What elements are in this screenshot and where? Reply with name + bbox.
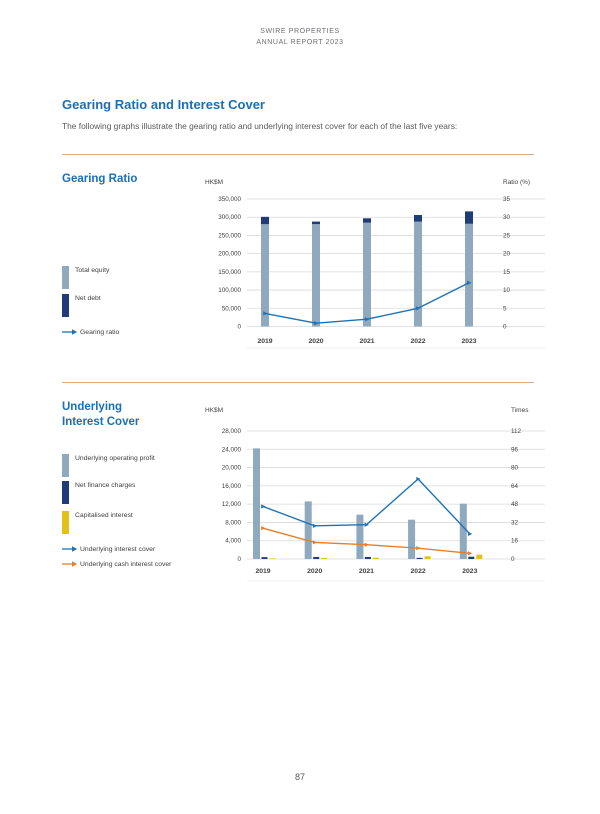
bar-net-finance-charges xyxy=(365,557,371,559)
left-axis-tick-label: 0 xyxy=(237,323,241,331)
underlying-interest-cover-chart xyxy=(195,400,545,592)
left-axis-tick-label: 8,000 xyxy=(225,519,241,527)
bar-capitalised-interest xyxy=(373,558,379,559)
legend-item-net-debt xyxy=(62,294,185,317)
section-divider xyxy=(62,382,534,383)
left-axis-tick-label: 16,000 xyxy=(221,482,241,490)
right-axis-tick-label: 10 xyxy=(503,287,511,295)
bar-net-finance-charges xyxy=(262,557,268,559)
right-axis-tick-label: 15 xyxy=(503,268,511,276)
right-axis-tick-label: 32 xyxy=(511,519,519,527)
net-debt-swatch-icon xyxy=(62,294,69,317)
page-number: 87 xyxy=(294,772,305,782)
chart2-title: Underlying Interest Cover xyxy=(62,401,140,428)
right-axis-unit-label: Ratio (%) xyxy=(503,179,531,186)
page-title: Gearing Ratio and Interest Cover xyxy=(62,97,265,112)
right-axis-tick-label: 25 xyxy=(503,232,511,240)
bar-underlying-operating-profit xyxy=(305,501,312,559)
marker-underlying-interest-cover xyxy=(468,532,472,536)
legend-item-total-equity xyxy=(62,266,185,289)
line-arrow-icon xyxy=(62,560,78,568)
legend-label: Underlying operating profit xyxy=(75,455,155,462)
bar-capitalised-interest xyxy=(425,556,431,559)
right-axis-tick-label: 80 xyxy=(511,464,519,472)
legend-item-underlying-operating-profit xyxy=(62,454,185,477)
bar-net-debt xyxy=(261,217,269,224)
legend-label: Net debt xyxy=(75,295,101,302)
category-label: 2022 xyxy=(410,568,426,575)
left-axis-tick-label: 28,000 xyxy=(221,428,241,435)
category-label: 2021 xyxy=(358,568,374,575)
left-axis-unit-label: HK$M xyxy=(205,179,224,186)
report-header-line2: ANNUAL REPORT 2023 xyxy=(256,39,344,46)
right-axis-unit-label: Times xyxy=(511,407,529,414)
bar-net-debt xyxy=(414,215,422,222)
report-header xyxy=(0,26,600,48)
right-axis-tick-label: 20 xyxy=(503,250,511,258)
left-axis-tick-label: 300,000 xyxy=(218,214,241,222)
left-axis-tick-label: 20,000 xyxy=(221,464,241,472)
bar-underlying-operating-profit xyxy=(356,515,363,559)
category-label: 2022 xyxy=(410,338,426,345)
capitalised-interest-swatch-icon xyxy=(62,511,69,534)
right-axis-tick-label: 30 xyxy=(503,214,511,222)
legend-label: Gearing ratio xyxy=(80,328,120,336)
legend-label: Total equity xyxy=(75,267,110,274)
bar-net-debt xyxy=(312,222,320,225)
left-axis-tick-label: 250,000 xyxy=(218,232,241,240)
legend-item-capitalised-interest xyxy=(62,511,185,534)
category-label: 2020 xyxy=(308,338,324,345)
bar-total-equity xyxy=(261,224,269,326)
right-axis-tick-label: 48 xyxy=(511,501,519,509)
report-header-line1: SWIRE PROPERTIES xyxy=(260,28,340,35)
right-axis-tick-label: 96 xyxy=(511,446,519,454)
legend-item-underlying-interest-cover xyxy=(62,545,210,553)
right-axis-tick-label: 5 xyxy=(503,305,507,313)
marker-underlying-interest-cover xyxy=(261,504,265,508)
left-axis-tick-label: 12,000 xyxy=(221,501,241,509)
bar-net-debt xyxy=(465,211,473,223)
left-axis-tick-label: 200,000 xyxy=(218,250,241,258)
category-label: 2019 xyxy=(255,568,271,575)
category-label: 2020 xyxy=(307,568,323,575)
bar-net-debt xyxy=(363,218,371,222)
left-axis-tick-label: 350,000 xyxy=(218,196,241,203)
left-axis-tick-label: 24,000 xyxy=(221,446,241,454)
bar-net-finance-charges xyxy=(313,557,319,559)
legend-label: Underlying interest cover xyxy=(80,545,156,553)
left-axis-tick-label: 150,000 xyxy=(218,268,241,276)
bar-capitalised-interest xyxy=(321,558,327,559)
chart1-title: Gearing Ratio xyxy=(62,173,138,185)
left-axis-tick-label: 4,000 xyxy=(225,537,241,545)
operating-profit-swatch-icon xyxy=(62,454,69,477)
line-arrow-icon xyxy=(62,545,78,553)
marker-underlying-interest-cover xyxy=(313,524,317,528)
category-label: 2021 xyxy=(359,338,375,345)
gearing-ratio-chart xyxy=(195,172,545,352)
legend-label: Underlying cash interest cover xyxy=(80,560,172,568)
left-axis-unit-label: HK$M xyxy=(205,407,224,414)
right-axis-tick-label: 0 xyxy=(511,556,515,563)
marker-underlying-cash-interest-cover xyxy=(261,526,265,530)
bar-total-equity xyxy=(465,224,473,327)
category-label: 2023 xyxy=(462,568,478,575)
left-axis-tick-label: 0 xyxy=(237,556,241,563)
marker-underlying-cash-interest-cover xyxy=(365,543,369,547)
category-label: 2019 xyxy=(257,338,273,345)
bar-total-equity xyxy=(363,223,371,327)
legend-label: Capitalised interest xyxy=(75,512,133,519)
left-axis-tick-label: 100,000 xyxy=(218,287,241,295)
legend-item-gearing-ratio xyxy=(62,328,190,336)
intro-text: The following graphs illustrate the gearing ratio and underlying interest cover for each of the last five years: xyxy=(62,121,458,131)
marker-underlying-cash-interest-cover xyxy=(468,551,472,555)
bar-capitalised-interest xyxy=(476,555,482,559)
right-axis-tick-label: 0 xyxy=(503,323,507,331)
section-divider xyxy=(62,154,534,155)
legend-label: Net finance charges xyxy=(75,482,136,489)
left-axis-tick-label: 50,000 xyxy=(221,305,241,313)
right-axis-tick-label: 16 xyxy=(511,537,519,545)
right-axis-tick-label: 64 xyxy=(511,482,519,490)
bar-capitalised-interest xyxy=(270,558,276,559)
category-label: 2023 xyxy=(461,338,477,345)
net-finance-charges-swatch-icon xyxy=(62,481,69,504)
right-axis-tick-label: 112 xyxy=(511,428,522,435)
bar-total-equity xyxy=(414,222,422,327)
legend-item-net-finance-charges xyxy=(62,481,185,504)
bar-underlying-operating-profit xyxy=(408,520,415,559)
legend-item-underlying-cash-interest-cover xyxy=(62,560,210,568)
line-arrow-icon xyxy=(62,328,78,336)
marker-underlying-cash-interest-cover xyxy=(416,546,420,550)
bar-net-finance-charges xyxy=(468,557,474,559)
right-axis-tick-label: 35 xyxy=(503,196,511,203)
bar-total-equity xyxy=(312,224,320,326)
total-equity-swatch-icon xyxy=(62,266,69,289)
bar-underlying-operating-profit xyxy=(253,448,260,559)
bar-net-finance-charges xyxy=(417,558,423,559)
bar-underlying-operating-profit xyxy=(460,504,467,559)
